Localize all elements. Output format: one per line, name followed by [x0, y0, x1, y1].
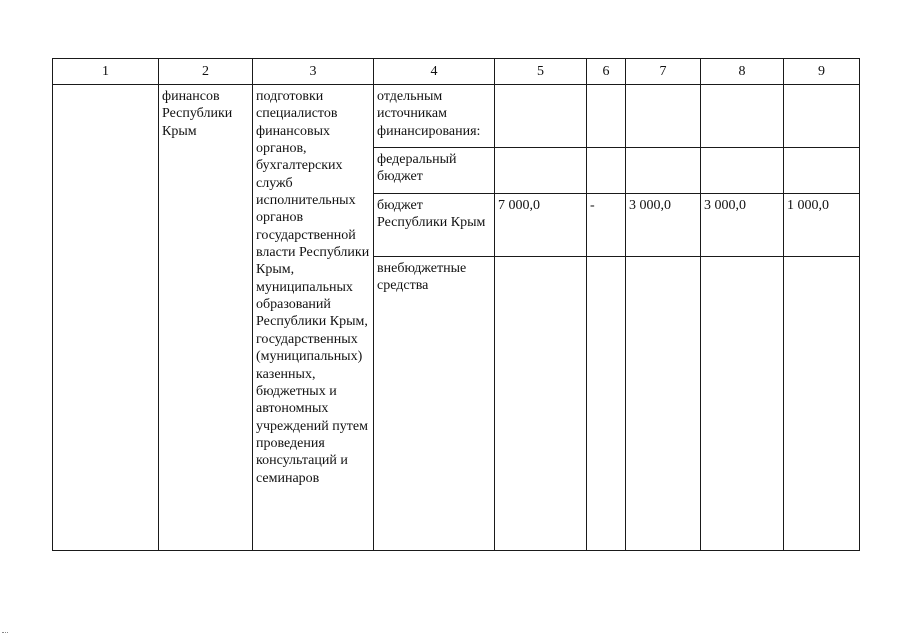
cell-value-9: 1 000,0	[784, 194, 860, 257]
cell-source: федеральный бюджет	[374, 148, 495, 194]
cell-activity-description: подготовки специалистов финансовых органов, бухгалтерских служб исполнительных органов государственной власти Республики Крым, муниципальных образований Республики Крым, государственных (муниципальных) казенных, бюджетных и автономных учреждений путем проведения консультаций и семинаров	[253, 85, 374, 551]
header-cell-4: 4	[374, 59, 495, 85]
cell-value-9	[784, 257, 860, 551]
header-cell-7: 7	[626, 59, 701, 85]
header-cell-9: 9	[784, 59, 860, 85]
cell-value-5	[495, 257, 587, 551]
cell-value-6	[587, 257, 626, 551]
cell-source: отдельным источникам финансирования:	[374, 85, 495, 148]
cell-value-8	[701, 85, 784, 148]
header-cell-5: 5	[495, 59, 587, 85]
cell-value-7	[626, 85, 701, 148]
cell-value-6	[587, 148, 626, 194]
cell-value-5	[495, 85, 587, 148]
cell-executor: финансов Республики Крым	[159, 85, 253, 551]
cell-value-9	[784, 85, 860, 148]
header-cell-2: 2	[159, 59, 253, 85]
cell-value-8	[701, 257, 784, 551]
table-header-row	[53, 59, 860, 85]
cell-value-5	[495, 148, 587, 194]
cell-value-7: 3 000,0	[626, 194, 701, 257]
header-cell-1: 1	[53, 59, 159, 85]
table-row	[53, 85, 860, 148]
cell-source: внебюджетные средства	[374, 257, 495, 551]
cell-value-9	[784, 148, 860, 194]
header-cell-3: 3	[253, 59, 374, 85]
cell-value-5: 7 000,0	[495, 194, 587, 257]
scan-artifact	[2, 632, 8, 636]
cell-value-7	[626, 257, 701, 551]
cell-value-8	[701, 148, 784, 194]
header-cell-8: 8	[701, 59, 784, 85]
cell-value-6	[587, 85, 626, 148]
cell-value-7	[626, 148, 701, 194]
cell-col1-empty	[53, 85, 159, 551]
cell-value-8: 3 000,0	[701, 194, 784, 257]
cell-value-6: -	[587, 194, 626, 257]
cell-source: бюджет Республики Крым	[374, 194, 495, 257]
funding-table	[52, 58, 860, 551]
header-cell-6: 6	[587, 59, 626, 85]
